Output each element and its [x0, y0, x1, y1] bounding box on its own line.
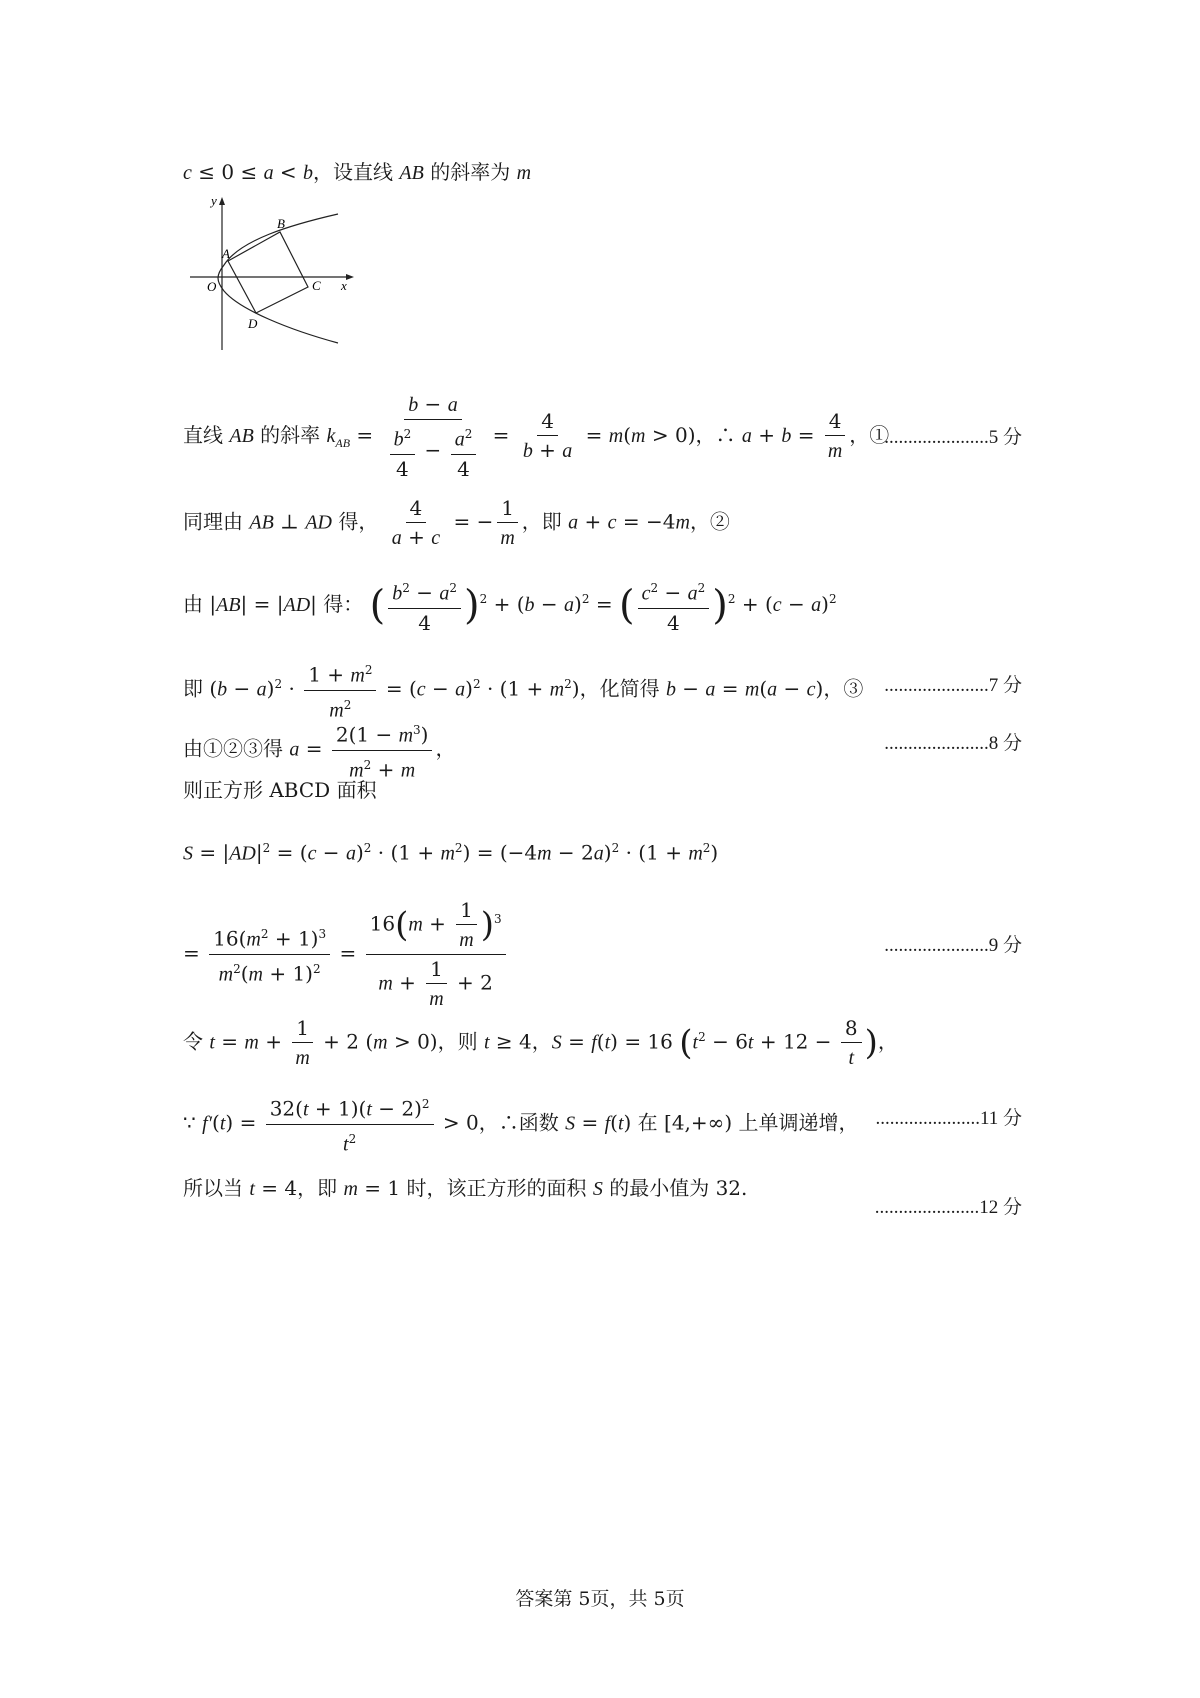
score-5: ......................5 分 [884, 427, 1022, 448]
solve-a-line: 由①②③得 a = $\frac{2(1 - m^3)}{m^2 + m}$ ， [183, 718, 455, 782]
score-7: ......................7 分 [884, 675, 1022, 696]
area-simplified-line: = $\frac{16(m^2 + 1)^3}{m^2(m + 1)^2}$ = 16(m + $\frac{1}{m}$ )$^3$ m + $\frac{1}{m}$ + 2 [183, 898, 509, 1011]
score-8: ......................8 分 [884, 733, 1022, 754]
square-abcd [228, 232, 308, 313]
score-11: ......................11 分 [875, 1108, 1022, 1129]
y-axis-arrow [219, 197, 225, 205]
label-d: D [248, 316, 258, 331]
x-axis-arrow [346, 274, 354, 280]
label-o: O [207, 279, 217, 294]
slope-ab-line: 直线 AB 的斜率 $k_{AB}$ = b − a $\frac{b^2}{4}$ − $\frac{a^2}{4}$ = $\frac{4}{b + a}$ = m(m > 0)，∴ a + b = $\frac{4}{m}$ ，① [183, 392, 890, 481]
label-a: A [222, 246, 230, 261]
simplify-line: 即 $(b - a)^2$ · $\frac{1 + m^2}{m^2}$ = $(c - a)^2 \cdot (1 + m^2)$，化简得 b − a = m(a − c)，③ [183, 658, 863, 722]
conclusion-line: 所以当 t = 4，即 m = 1 时，该正方形的面积 S 的最小值为 32. [183, 1176, 748, 1200]
label-x: x [341, 278, 347, 293]
label-c: C [312, 278, 321, 293]
derivative-line: ∵ f′(t) = $\frac{32(t + 1)(t - 2)^2}{t^2}$ > 0，∴函数 S = f(t) 在 [4,+∞) 上单调递增， [183, 1092, 859, 1156]
label-b: B [277, 216, 285, 231]
area-expression-line: $S = |AD|^2 = (c - a)^2 \cdot (1 + m^2) = (-4m - 2a)^2 \cdot (1 + m^2)$ [183, 840, 719, 865]
substitution-line: 令 t = m + $\frac{1}{m}$ + 2 (m > 0)，则 t ≥ 4，S = f(t) = 16 ($t^2 - 6t + 12$ − $\frac{8}{t}$ )， [183, 1016, 898, 1069]
page-footer: 答案第 5页，共 5页 [515, 1588, 685, 1610]
perpendicular-line: 同理由 AB ⊥ AD 得， $\frac{4}{a + c}$ = − $\frac{1}{m}$ ，即 a + c = −4m，② [183, 496, 730, 549]
equal-sides-line: 由 |AB| = |AD| 得： ( $\frac{b^2 - a^2}{4}$ )$^2 + (b - a)^2$ = ( $\frac{c^2 - a^2}{4}$ )$^2 + (c - a)^2$ [183, 576, 837, 635]
area-intro-line: 则正方形 ABCD 面积 [183, 778, 377, 802]
parabola-square-figure [180, 195, 360, 355]
label-y: y [211, 195, 217, 208]
intro-line: c ≤ 0 ≤ a < b，设直线 AB 的斜率为 m [183, 160, 532, 184]
score-12: ......................12 分 [874, 1197, 1022, 1218]
score-9: ......................9 分 [884, 935, 1022, 956]
